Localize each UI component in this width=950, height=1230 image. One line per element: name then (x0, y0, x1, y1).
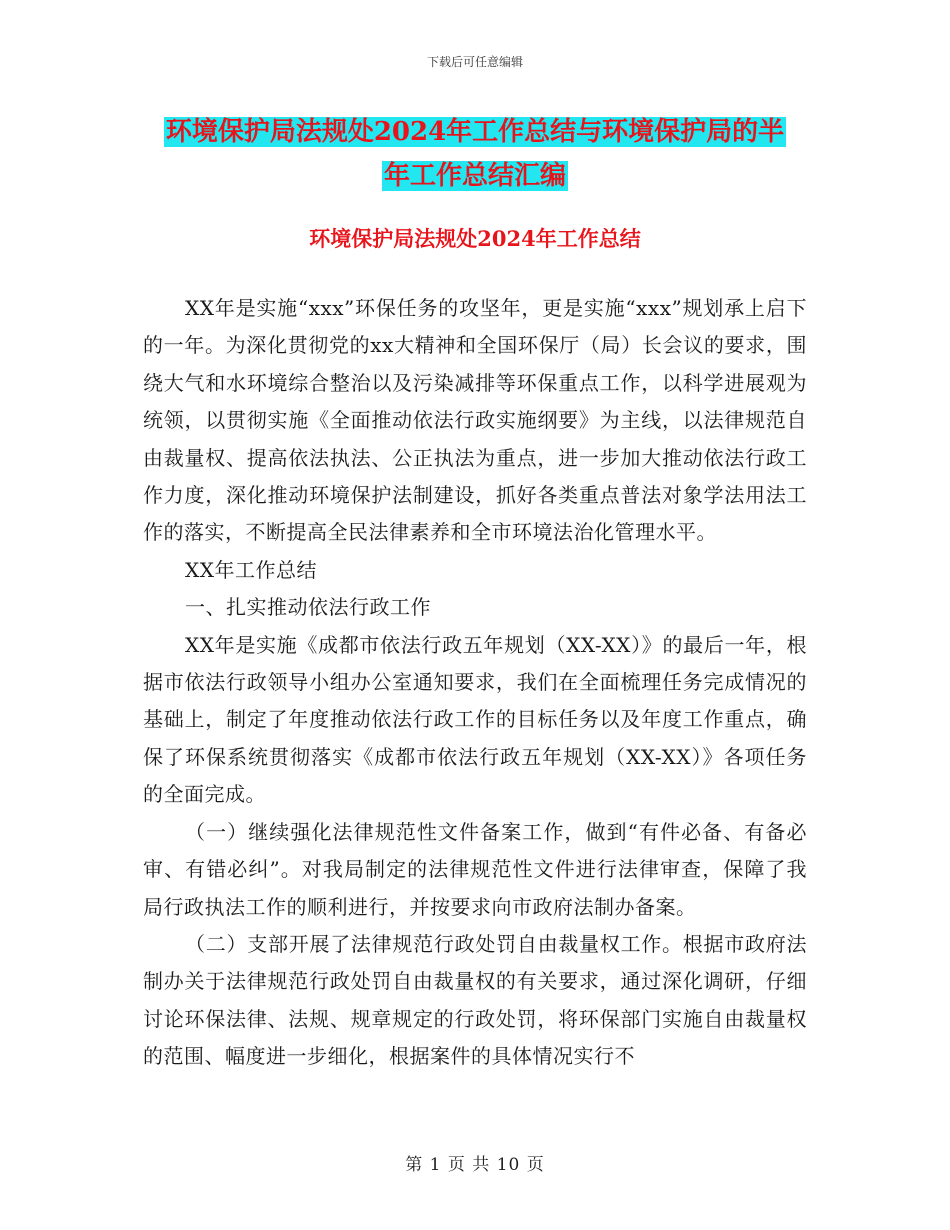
paragraph-heading: 一、扎实推动依法行政工作 (185, 595, 431, 620)
paragraph: （一）继续强化法律规范性文件备案工作，做到“有件必备、有备必审、有错必纠”。对我局制定的法律规范性文件进行法律审查，保障了我局行政执法工作的顺利进行，并按要求向市政府法制办备案。 (143, 819, 807, 919)
paragraph: （二）支部开展了法律规范行政处罚自由裁量权工作。根据市政府法制办关于法律规范行政处罚自由裁量权的有关要求，通过深化调研，仔细讨论环保法律、法规、规章规定的行政处罚，将环保部门实施自由裁量权的范围、幅度进一步细化，根据案件的具体情况实行不 (143, 931, 807, 1069)
document-title-line-2: 年工作总结汇编 (383, 161, 566, 191)
section-title: 环境保护局法规处2024年工作总结 (309, 226, 641, 251)
paragraph-heading: XX年工作总结 (185, 557, 317, 582)
document-title (145, 110, 805, 198)
paragraph: XX年是实施《成都市依法行政五年规划（XX-XX）》的最后一年，根据市依法行政领导小组办公室通知要求，我们在全面梳理任务完成情况的基础上，制定了年度推动依法行政工作的目标任务以及年度工作重点，确保了环保系统贯彻落实《成都市依法行政五年规划（XX-XX）》各项任务的全面完成。 (143, 632, 807, 807)
document-title-line-1: 环境保护局法规处2024年工作总结与环境保护局的半 (165, 117, 785, 147)
body-text (143, 290, 807, 1076)
paragraph: XX年是实施“xxx”环保任务的攻坚年，更是实施“xxx”规划承上启下的一年。为深化贯彻党的xx大精神和全国环保厅（局）长会议的要求，围绕大气和水环境综合整治以及污染减排等环保重点工作，以科学进展观为统领，以贯彻实施《全面推动依法行政实施纲要》为主线，以法律规范自由裁量权、提高依法执法、公正执法为重点，进一步加大推动依法行政工作力度，深化推动环境保护法制建设，抓好各类重点普法对象学法用法工作的落实，不断提高全民法律素养和全市环境法治化管理水平。 (143, 296, 807, 545)
header-note: 下载后可任意编辑 (426, 55, 523, 69)
page-number-footer: 第 1 页 共 10 页 (405, 1155, 545, 1175)
